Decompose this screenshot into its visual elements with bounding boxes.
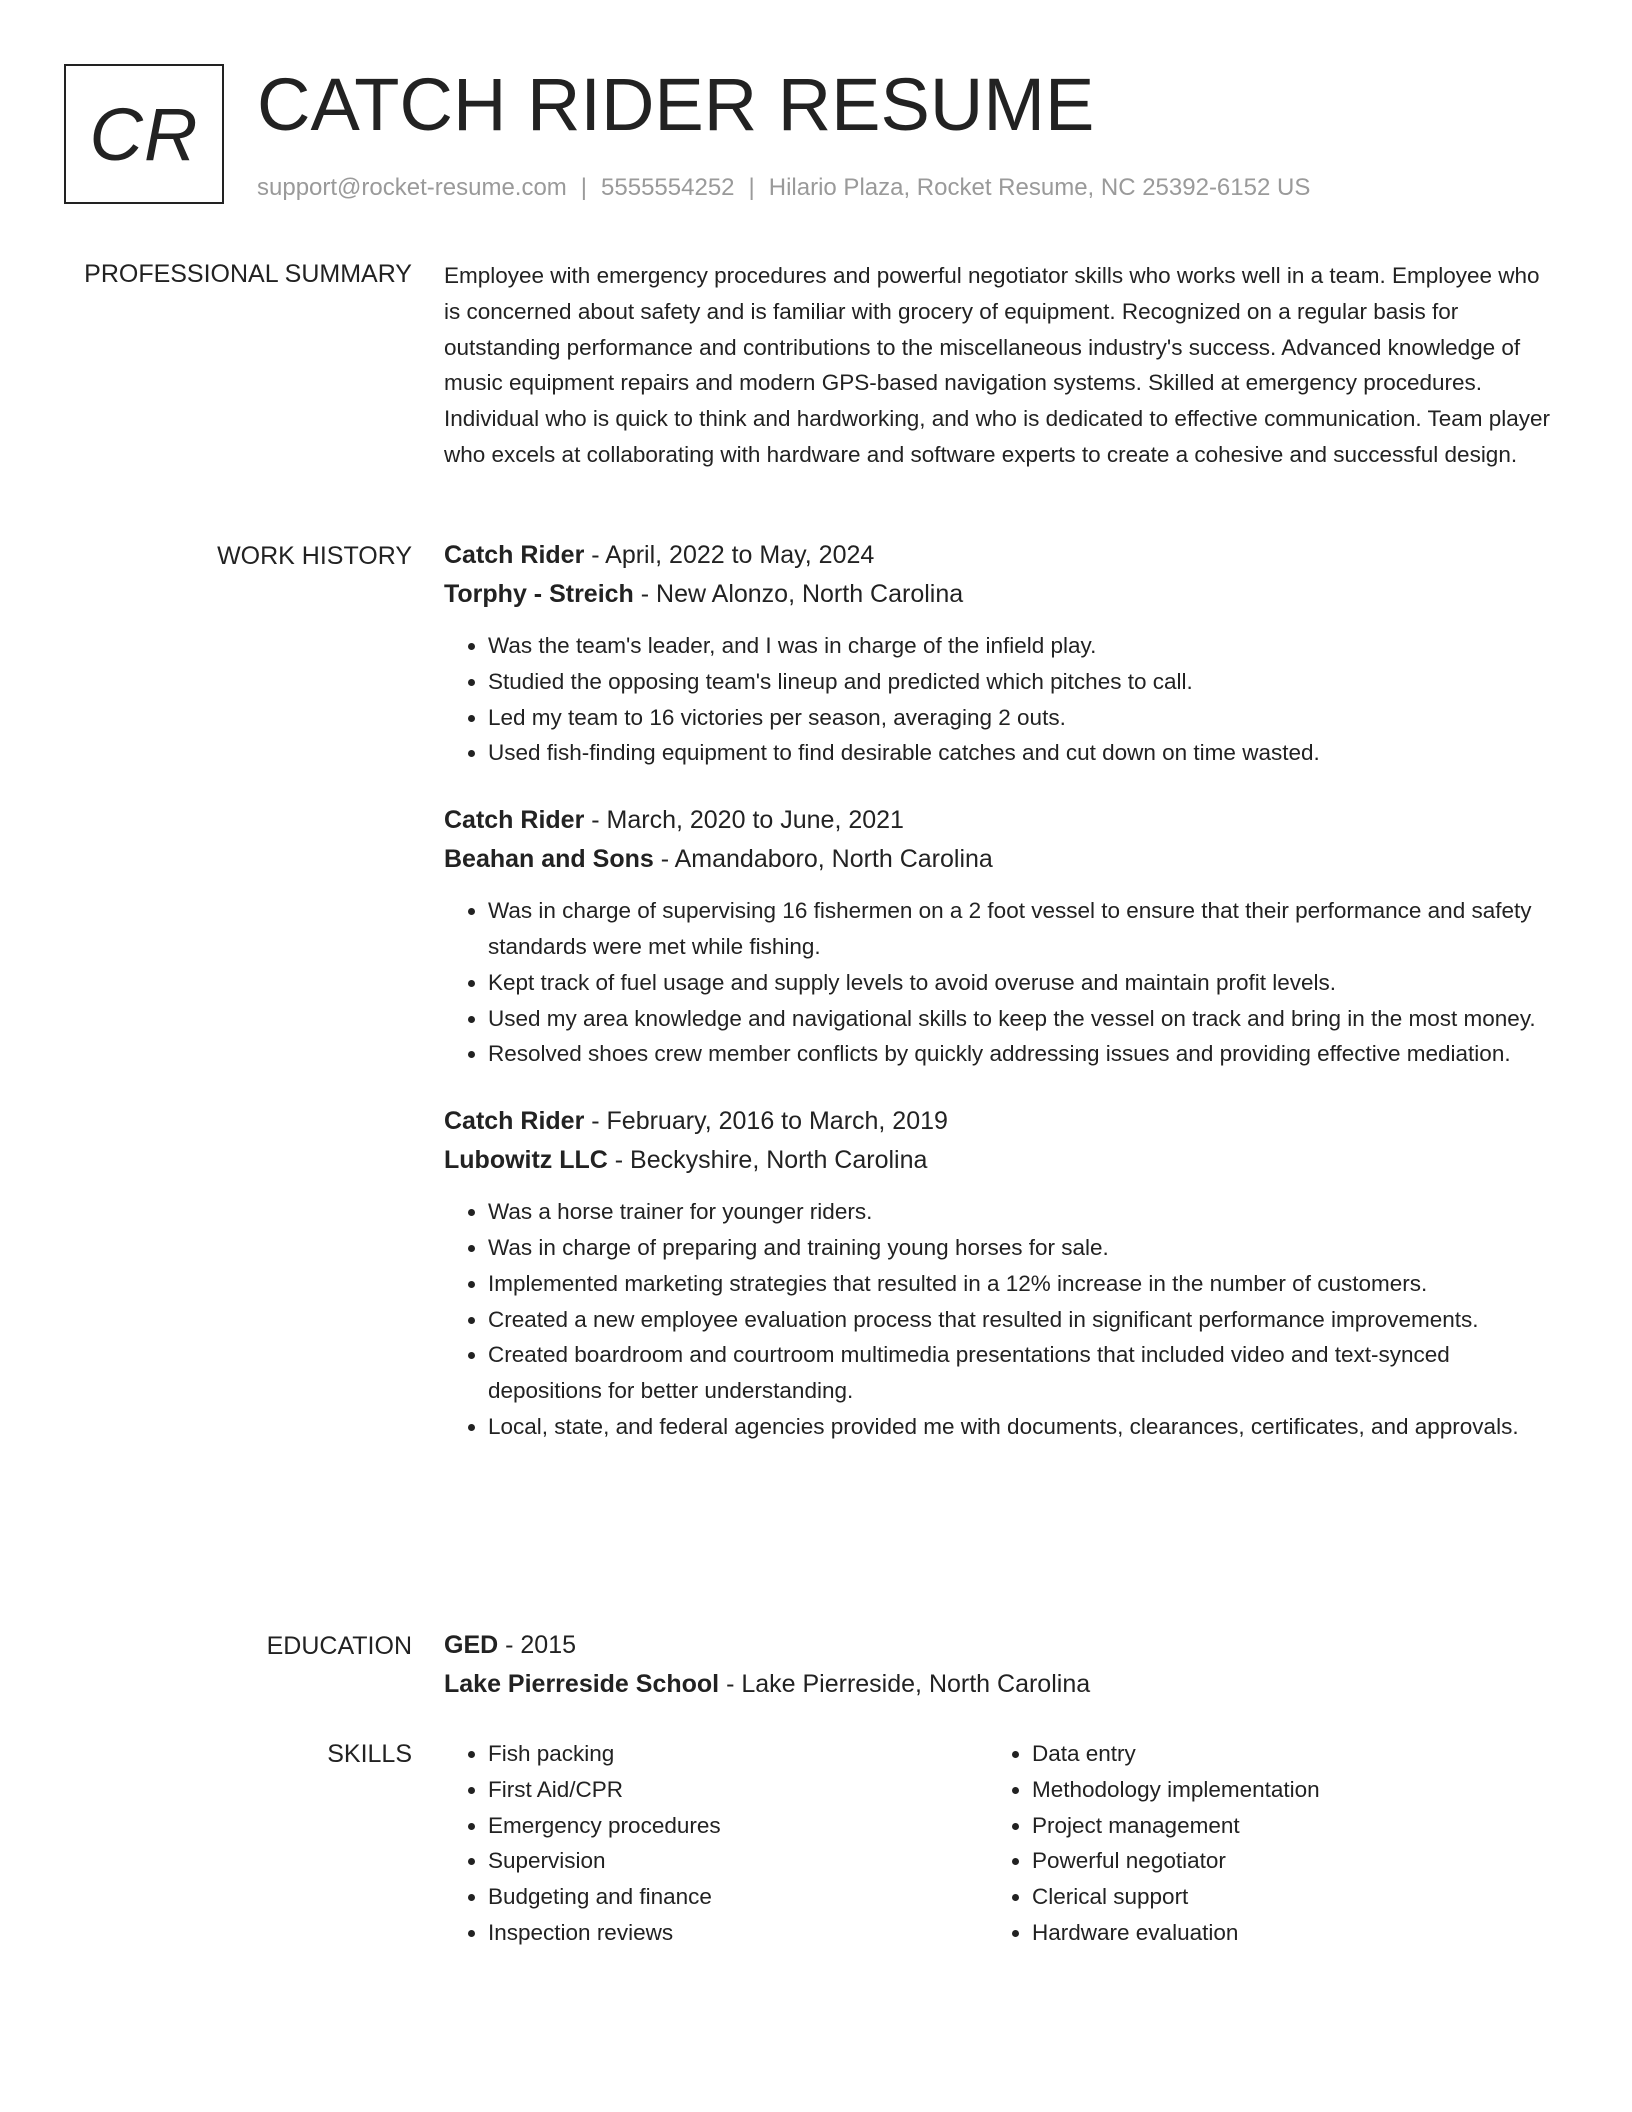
job-dates: - March, 2020 to June, 2021 — [584, 806, 904, 835]
job-company-line — [444, 575, 1559, 614]
skills-list-left — [444, 1736, 988, 1951]
skill-item: • First Aid/CPR — [488, 1772, 988, 1808]
skills-body — [444, 1736, 1559, 1951]
job-bullet: • Was a horse trainer for younger riders. — [488, 1194, 1559, 1230]
contact-phone[interactable]: 5555554252 — [601, 174, 735, 201]
job-entry — [444, 536, 1559, 771]
job-dates: - April, 2022 to May, 2024 — [584, 541, 875, 569]
job-title-line — [444, 801, 1559, 840]
job-bullet: • Kept track of fuel usage and supply levels to avoid overuse and maintain profit levels. — [488, 965, 1559, 1001]
education-label: EDUCATION — [266, 1632, 412, 1660]
job-bullet: • Created boardroom and courtroom multimedia presentations that included video and text-synced depositions for better understanding. — [488, 1337, 1559, 1409]
contact-email[interactable]: support@rocket-resume.com — [257, 174, 567, 201]
job-bullet: • Led my team to 16 victories per season, averaging 2 outs. — [488, 700, 1559, 736]
work-history-label: WORK HISTORY — [217, 542, 412, 570]
education-degree: GED — [444, 1631, 499, 1659]
job-dates: - February, 2016 to March, 2019 — [584, 1107, 948, 1136]
job-bullets — [444, 628, 1559, 771]
education-school-line — [444, 1665, 1559, 1704]
education-location: - Lake Pierreside, North Carolina — [719, 1670, 1091, 1698]
job-bullet: • Resolved shoes crew member conflicts by quickly addressing issues and providing effective mediation. — [488, 1036, 1559, 1072]
skill-item: • Hardware evaluation — [1032, 1915, 1532, 1951]
job-bullet: • Used my area knowledge and navigational skills to keep the vessel on track and bring in the most money. — [488, 1001, 1559, 1037]
skill-item: • Powerful negotiator — [1032, 1843, 1532, 1879]
skill-item: • Fish packing — [488, 1736, 988, 1772]
job-title: Catch Rider — [444, 541, 585, 569]
job-bullet: • Local, state, and federal agencies provided me with documents, clearances, certificates, and approvals. — [488, 1409, 1559, 1445]
job-title-line — [444, 536, 1559, 575]
skill-item: • Data entry — [1032, 1736, 1532, 1772]
skill-item: • Project management — [1032, 1808, 1532, 1844]
resume-title: CATCH RIDER RESUME — [257, 63, 1095, 146]
job-bullets — [444, 893, 1559, 1072]
skills-columns — [444, 1736, 1559, 1951]
skill-item: • Methodology implementation — [1032, 1772, 1532, 1808]
job-location: - New Alonzo, North Carolina — [633, 580, 964, 608]
job-company-line — [444, 840, 1559, 879]
skill-item: • Inspection reviews — [488, 1915, 988, 1951]
job-company-line — [444, 1141, 1559, 1180]
job-location: - Amandaboro, North Carolina — [653, 845, 993, 874]
job-entry — [444, 1102, 1559, 1445]
summary-text: Employee with emergency procedures and powerful negotiator skills who works well in a team. Employee who is concerned about safety and is familiar with grocery of equipment. Recognized on a regular basis for outstanding performance and contributions to the miscellaneous industry's success. Advanced knowledge of music equipment repairs and modern GPS-based navigation systems. Skilled at emergency procedures. Individual who is quick to think and hardworking, and who is dedicated to effective communication. Team player who excels at collaborating with hardware and software experts to create a cohesive and successful design. — [444, 263, 1551, 467]
skill-item: • Budgeting and finance — [488, 1879, 988, 1915]
job-bullet: • Was in charge of preparing and training young horses for sale. — [488, 1230, 1559, 1266]
contact-address: Hilario Plaza, Rocket Resume, NC 25392-6152 US — [768, 174, 1311, 201]
skills-label: SKILLS — [327, 1740, 412, 1768]
job-company: Torphy - Streich — [444, 580, 634, 608]
contact-separator: | — [748, 174, 755, 201]
work-history-body — [444, 536, 1559, 1475]
job-company: Beahan and Sons — [444, 845, 654, 874]
contact-separator: | — [580, 174, 588, 201]
job-company: Lubowitz LLC — [444, 1146, 608, 1175]
skill-item: • Supervision — [488, 1843, 988, 1879]
education-degree-line — [444, 1626, 1559, 1665]
job-title: Catch Rider — [444, 806, 585, 835]
education-school: Lake Pierreside School — [444, 1670, 720, 1698]
summary-label: PROFESSIONAL SUMMARY — [84, 260, 412, 288]
job-title: Catch Rider — [444, 1107, 585, 1136]
skills-list-right — [988, 1736, 1532, 1951]
education-year: - 2015 — [498, 1631, 577, 1659]
summary-body — [444, 258, 1559, 473]
job-location: - Beckyshire, North Carolina — [607, 1146, 928, 1175]
job-bullet: • Implemented marketing strategies that resulted in a 12% increase in the number of customers. — [488, 1266, 1559, 1302]
job-bullet: • Was in charge of supervising 16 fishermen on a 2 foot vessel to ensure that their performance and safety standards were met while fishing. — [488, 893, 1559, 965]
education-body — [444, 1626, 1559, 1704]
job-bullet: • Was the team's leader, and I was in charge of the infield play. — [488, 628, 1559, 664]
skill-item: • Emergency procedures — [488, 1808, 988, 1844]
skill-item: • Clerical support — [1032, 1879, 1532, 1915]
job-entry — [444, 801, 1559, 1072]
job-bullet: • Studied the opposing team's lineup and predicted which pitches to call. — [488, 664, 1559, 700]
job-bullet: • Created a new employee evaluation process that resulted in significant performance improvements. — [488, 1302, 1559, 1338]
contact-line — [257, 174, 1310, 202]
job-bullet: • Used fish-finding equipment to find desirable catches and cut down on time wasted. — [488, 735, 1559, 771]
job-bullets — [444, 1194, 1559, 1445]
resume-header — [64, 64, 1572, 210]
job-title-line — [444, 1102, 1559, 1141]
monogram-badge: CR — [64, 64, 224, 204]
